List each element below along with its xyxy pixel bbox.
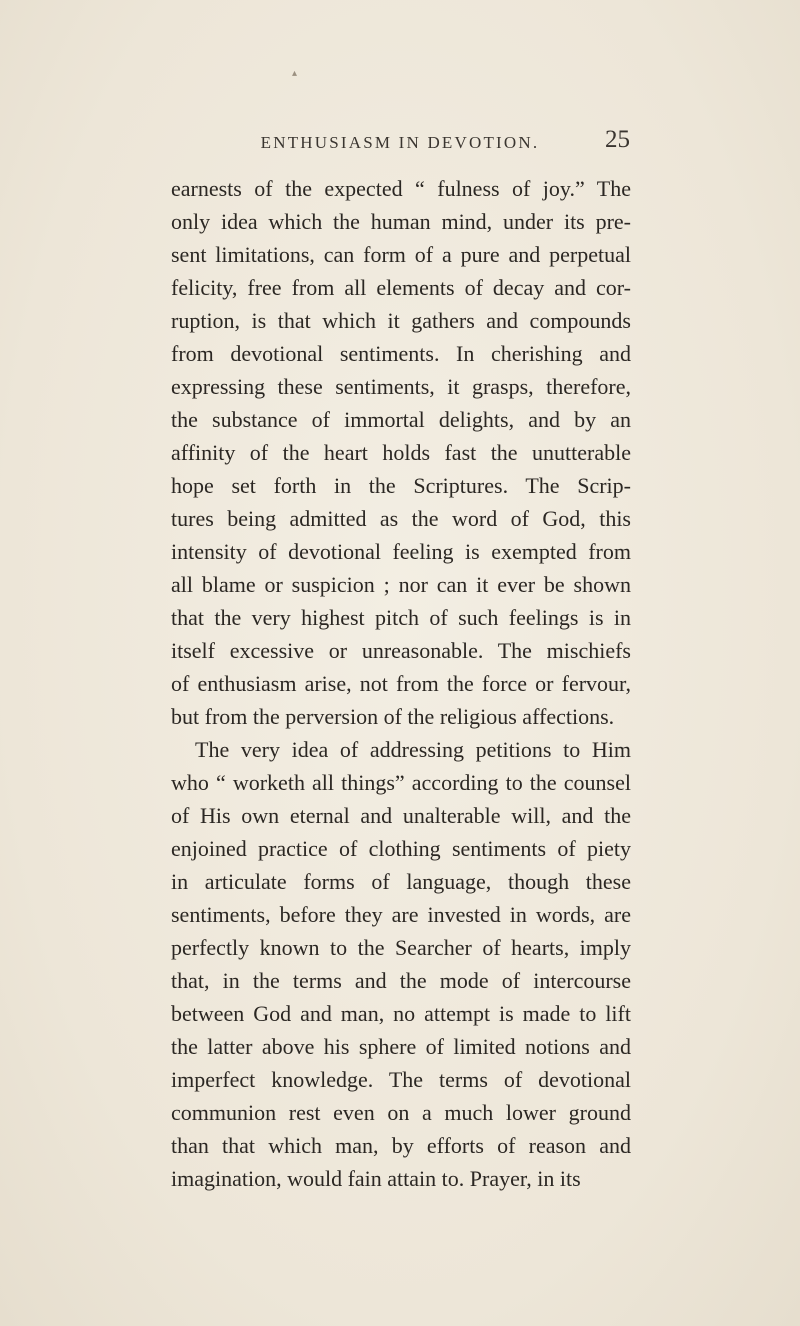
text-line: between God and man, no attempt is made to lift (171, 1001, 631, 1026)
text-line: the latter above his sphere of limited notions and (171, 1034, 631, 1059)
text-line: ruption, is that which it gathers and compounds (171, 308, 631, 333)
text-line: The very idea of addressing petitions to Him (195, 737, 631, 762)
text-line: who “ worketh all things” according to the counsel (171, 770, 631, 795)
text-line: from devotional sentiments. In cherishing and (171, 341, 631, 366)
text-line: affinity of the heart holds fast the unutterable (171, 440, 631, 465)
text-line: but from the perversion of the religious affections. (171, 704, 615, 729)
text-line: imagination, would fain attain to. Prayer, in its (171, 1166, 581, 1191)
text-line: than that which man, by efforts of reason and (171, 1133, 631, 1158)
text-line: all blame or suspicion ; nor can it ever be shown (171, 572, 631, 597)
text-line: that, in the terms and the mode of intercourse (171, 968, 631, 993)
text-line: earnests of the expected “ fulness of joy.” The (171, 176, 631, 201)
text-line: sent limitations, can form of a pure and perpetual (171, 242, 631, 267)
text-line: tures being admitted as the word of God, this (171, 506, 631, 531)
text-line: expressing these sentiments, it grasps, therefore, (171, 374, 631, 399)
text-line: enjoined practice of clothing sentiments of piety (171, 836, 631, 861)
text-line: communion rest even on a much lower ground (171, 1100, 631, 1125)
text-line: the substance of immortal delights, and by an (171, 407, 631, 432)
text-line: intensity of devotional feeling is exempted from (171, 539, 631, 564)
text-line: perfectly known to the Searcher of hearts, imply (171, 935, 631, 960)
text-line: of enthusiasm arise, not from the force or fervour, (171, 671, 631, 696)
text-line: imperfect knowledge. The terms of devotional (171, 1067, 631, 1092)
printer-mark: ▴ (292, 68, 298, 79)
text-line: hope set forth in the Scriptures. The Scrip- (171, 473, 631, 498)
text-line: itself excessive or unreasonable. The mischiefs (171, 638, 631, 663)
text-line: felicity, free from all elements of decay and cor- (171, 275, 631, 300)
text-line: that the very highest pitch of such feelings is in (171, 605, 631, 630)
page-number: 25 (605, 126, 630, 153)
text-line: in articulate forms of language, though these (171, 869, 631, 894)
body-text (171, 172, 631, 1195)
text-line: only idea which the human mind, under its pre- (171, 209, 631, 234)
running-head: ENTHUSIASM IN DEVOTION. (260, 133, 540, 152)
text-line: sentiments, before they are invested in words, are (171, 902, 631, 927)
text-line: of His own eternal and unalterable will, and the (171, 803, 631, 828)
